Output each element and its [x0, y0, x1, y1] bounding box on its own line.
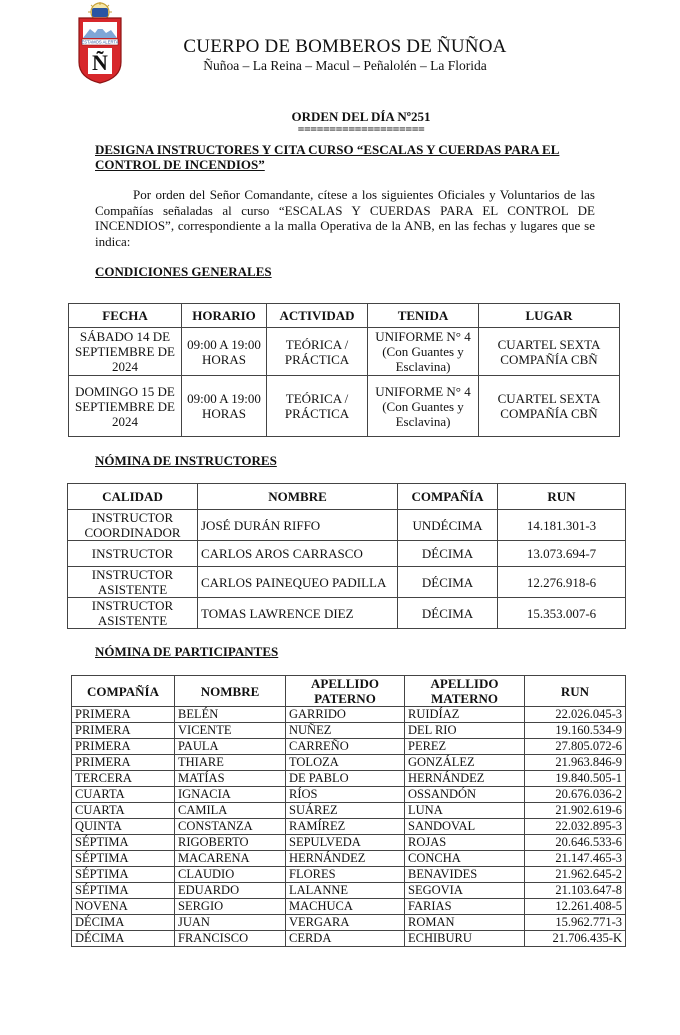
cell-apellido-materno: SEGOVIA	[405, 883, 525, 899]
table-row	[72, 899, 626, 915]
cell-nombre: THIARE	[175, 755, 286, 771]
cell-compania: DÉCIMA	[398, 541, 498, 567]
table-row	[72, 867, 626, 883]
participants-header-row	[72, 676, 626, 707]
cell-compania: PRIMERA	[72, 755, 175, 771]
cell-actividad: TEÓRICA / PRÁCTICA	[267, 328, 368, 376]
cell-apellido-materno: PEREZ	[405, 739, 525, 755]
cell-apellido-paterno: FLORES	[286, 867, 405, 883]
instructors-table	[67, 483, 626, 629]
cell-calidad: INSTRUCTOR ASISTENTE	[68, 567, 198, 598]
table-row	[68, 567, 626, 598]
cell-calidad: INSTRUCTOR ASISTENTE	[68, 598, 198, 629]
cell-apellido-materno: OSSANDÓN	[405, 787, 525, 803]
cell-apellido-materno: RUIDÍAZ	[405, 707, 525, 723]
cell-compania: DÉCIMA	[398, 567, 498, 598]
cell-nombre: MACARENA	[175, 851, 286, 867]
organization-subtitle: Ñuñoa – La Reina – Macul – Peñalolén – La Florida	[203, 58, 487, 73]
table-row	[69, 376, 620, 437]
cell-apellido-materno: CONCHA	[405, 851, 525, 867]
cell-run: 12.261.408-5	[525, 899, 626, 915]
firefighters-crest-logo	[76, 2, 124, 84]
cell-apellido-paterno: MACHUCA	[286, 899, 405, 915]
cell-apellido-paterno: DE PABLO	[286, 771, 405, 787]
cell-apellido-materno: ROMAN	[405, 915, 525, 931]
cell-apellido-materno: LUNA	[405, 803, 525, 819]
cell-run: 21.962.645-2	[525, 867, 626, 883]
section-heading-participants: NÓMINA DE PARTICIPANTES	[95, 644, 279, 659]
table-row	[72, 931, 626, 947]
table-row	[72, 883, 626, 899]
cell-nombre: FRANCISCO	[175, 931, 286, 947]
cell-run: 22.026.045-3	[525, 707, 626, 723]
column-header: COMPAÑÍA	[398, 484, 498, 510]
table-row	[72, 803, 626, 819]
table-row	[72, 771, 626, 787]
table-row	[72, 819, 626, 835]
order-title: ORDEN DEL DÍA Nº251	[291, 109, 431, 124]
cell-nombre: RIGOBERTO	[175, 835, 286, 851]
column-header: RUN	[525, 676, 626, 707]
cell-compania: CUARTA	[72, 787, 175, 803]
cell-run: 21.147.465-3	[525, 851, 626, 867]
table-row	[72, 787, 626, 803]
table-row	[68, 541, 626, 567]
cell-compania: SÉPTIMA	[72, 851, 175, 867]
section-heading-conditions: CONDICIONES GENERALES	[95, 264, 272, 279]
cell-compania: PRIMERA	[72, 707, 175, 723]
cell-apellido-materno: SANDOVAL	[405, 819, 525, 835]
cell-nombre: SERGIO	[175, 899, 286, 915]
cell-run: 27.805.072-6	[525, 739, 626, 755]
cell-calidad: INSTRUCTOR COORDINADOR	[68, 510, 198, 541]
cell-compania: CUARTA	[72, 803, 175, 819]
cell-apellido-paterno: HERNÁNDEZ	[286, 851, 405, 867]
column-header: LUGAR	[479, 304, 620, 328]
cell-apellido-materno: DEL RIO	[405, 723, 525, 739]
cell-nombre: CARLOS PAINEQUEO PADILLA	[198, 567, 398, 598]
logo-motto: ESTAMOS ALERTA	[81, 39, 119, 45]
table-row	[69, 328, 620, 376]
cell-run: 15.962.771-3	[525, 915, 626, 931]
table-row	[72, 851, 626, 867]
cell-nombre: IGNACIA	[175, 787, 286, 803]
cell-actividad: TEÓRICA / PRÁCTICA	[267, 376, 368, 437]
column-header: NOMBRE	[175, 676, 286, 707]
cell-run: 20.646.533-6	[525, 835, 626, 851]
column-header: CALIDAD	[68, 484, 198, 510]
cell-compania: SÉPTIMA	[72, 835, 175, 851]
cell-nombre: JUAN	[175, 915, 286, 931]
table-row	[72, 707, 626, 723]
table-row	[72, 755, 626, 771]
cell-nombre: CAMILA	[175, 803, 286, 819]
cell-apellido-paterno: NUÑEZ	[286, 723, 405, 739]
cell-run: 14.181.301-3	[498, 510, 626, 541]
cell-compania: PRIMERA	[72, 723, 175, 739]
cell-apellido-paterno: RÍOS	[286, 787, 405, 803]
cell-run: 15.353.007-6	[498, 598, 626, 629]
table-row	[72, 835, 626, 851]
cell-compania: QUINTA	[72, 819, 175, 835]
cell-horario: 09:00 A 19:00 HORAS	[182, 328, 267, 376]
cell-nombre: TOMAS LAWRENCE DIEZ	[198, 598, 398, 629]
cell-calidad: INSTRUCTOR	[68, 541, 198, 567]
cell-apellido-materno: ROJAS	[405, 835, 525, 851]
cell-run: 21.963.846-9	[525, 755, 626, 771]
cell-run: 20.676.036-2	[525, 787, 626, 803]
order-body-paragraph: Por orden del Señor Comandante, cítese a los siguientes Oficiales y Voluntarios de las Compañías señaladas al curso “ESCALAS Y CUERDAS PARA EL CONTROL DE INCENDIOS”, correspondiente a la malla Operativa de la ANB, en las fechas y lugares que se indica:	[95, 187, 595, 250]
cell-lugar: CUARTEL SEXTA COMPAÑÍA CBÑ	[479, 376, 620, 437]
cell-run: 19.840.505-1	[525, 771, 626, 787]
cell-compania: DÉCIMA	[72, 915, 175, 931]
table-row	[72, 723, 626, 739]
column-header: APELLIDO PATERNO	[286, 676, 405, 707]
conditions-header-row	[69, 304, 620, 328]
order-subject: DESIGNA INSTRUCTORES Y CITA CURSO “ESCALAS Y CUERDAS PARA EL CONTROL DE INCENDIOS”	[95, 142, 560, 172]
cell-compania: NOVENA	[72, 899, 175, 915]
order-title-rule: ====================	[297, 122, 425, 136]
cell-nombre: CONSTANZA	[175, 819, 286, 835]
conditions-table	[68, 303, 620, 437]
cell-compania: SÉPTIMA	[72, 883, 175, 899]
cell-nombre: MATÍAS	[175, 771, 286, 787]
cell-run: 21.706.435-K	[525, 931, 626, 947]
cell-fecha: DOMINGO 15 DE SEPTIEMBRE DE 2024	[69, 376, 182, 437]
cell-tenida: UNIFORME N° 4 (Con Guantes y Esclavina)	[368, 328, 479, 376]
instructors-header-row	[68, 484, 626, 510]
cell-nombre: JOSÉ DURÁN RIFFO	[198, 510, 398, 541]
cell-apellido-materno: GONZÁLEZ	[405, 755, 525, 771]
cell-lugar: CUARTEL SEXTA COMPAÑÍA CBÑ	[479, 328, 620, 376]
cell-run: 21.902.619-6	[525, 803, 626, 819]
column-header: APELLIDO MATERNO	[405, 676, 525, 707]
cell-compania: TERCERA	[72, 771, 175, 787]
cell-nombre: CLAUDIO	[175, 867, 286, 883]
cell-nombre: PAULA	[175, 739, 286, 755]
cell-run: 19.160.534-9	[525, 723, 626, 739]
cell-compania: UNDÉCIMA	[398, 510, 498, 541]
participants-body	[72, 707, 626, 947]
cell-run: 12.276.918-6	[498, 567, 626, 598]
cell-nombre: EDUARDO	[175, 883, 286, 899]
cell-apellido-paterno: CARREÑO	[286, 739, 405, 755]
cell-compania: DÉCIMA	[72, 931, 175, 947]
cell-apellido-materno: FARIAS	[405, 899, 525, 915]
cell-apellido-materno: HERNÁNDEZ	[405, 771, 525, 787]
section-heading-instructors: NÓMINA DE INSTRUCTORES	[95, 453, 277, 468]
participants-table	[71, 675, 626, 947]
cell-apellido-paterno: VERGARA	[286, 915, 405, 931]
column-header: ACTIVIDAD	[267, 304, 368, 328]
cell-fecha: SÁBADO 14 DE SEPTIEMBRE DE 2024	[69, 328, 182, 376]
column-header: NOMBRE	[198, 484, 398, 510]
column-header: RUN	[498, 484, 626, 510]
organization-title: CUERPO DE BOMBEROS DE ÑUÑOA	[183, 36, 507, 57]
cell-nombre: VICENTE	[175, 723, 286, 739]
table-row	[72, 915, 626, 931]
cell-apellido-materno: BENAVIDES	[405, 867, 525, 883]
cell-apellido-paterno: CERDA	[286, 931, 405, 947]
cell-apellido-paterno: TOLOZA	[286, 755, 405, 771]
cell-nombre: BELÉN	[175, 707, 286, 723]
table-row	[68, 598, 626, 629]
logo-letter: Ñ	[92, 50, 108, 75]
table-row	[72, 739, 626, 755]
cell-compania: PRIMERA	[72, 739, 175, 755]
cell-run: 22.032.895-3	[525, 819, 626, 835]
column-header: HORARIO	[182, 304, 267, 328]
cell-run: 21.103.647-8	[525, 883, 626, 899]
cell-nombre: CARLOS AROS CARRASCO	[198, 541, 398, 567]
cell-tenida: UNIFORME N° 4 (Con Guantes y Esclavina)	[368, 376, 479, 437]
cell-apellido-materno: ECHIBURU	[405, 931, 525, 947]
cell-apellido-paterno: RAMÍREZ	[286, 819, 405, 835]
cell-apellido-paterno: LALANNE	[286, 883, 405, 899]
cell-run: 13.073.694-7	[498, 541, 626, 567]
cell-compania: DÉCIMA	[398, 598, 498, 629]
column-header: TENIDA	[368, 304, 479, 328]
column-header: FECHA	[69, 304, 182, 328]
cell-apellido-paterno: SUÁREZ	[286, 803, 405, 819]
cell-apellido-paterno: SEPULVEDA	[286, 835, 405, 851]
table-row	[68, 510, 626, 541]
cell-horario: 09:00 A 19:00 HORAS	[182, 376, 267, 437]
column-header: COMPAÑÍA	[72, 676, 175, 707]
cell-compania: SÉPTIMA	[72, 867, 175, 883]
cell-apellido-paterno: GARRIDO	[286, 707, 405, 723]
